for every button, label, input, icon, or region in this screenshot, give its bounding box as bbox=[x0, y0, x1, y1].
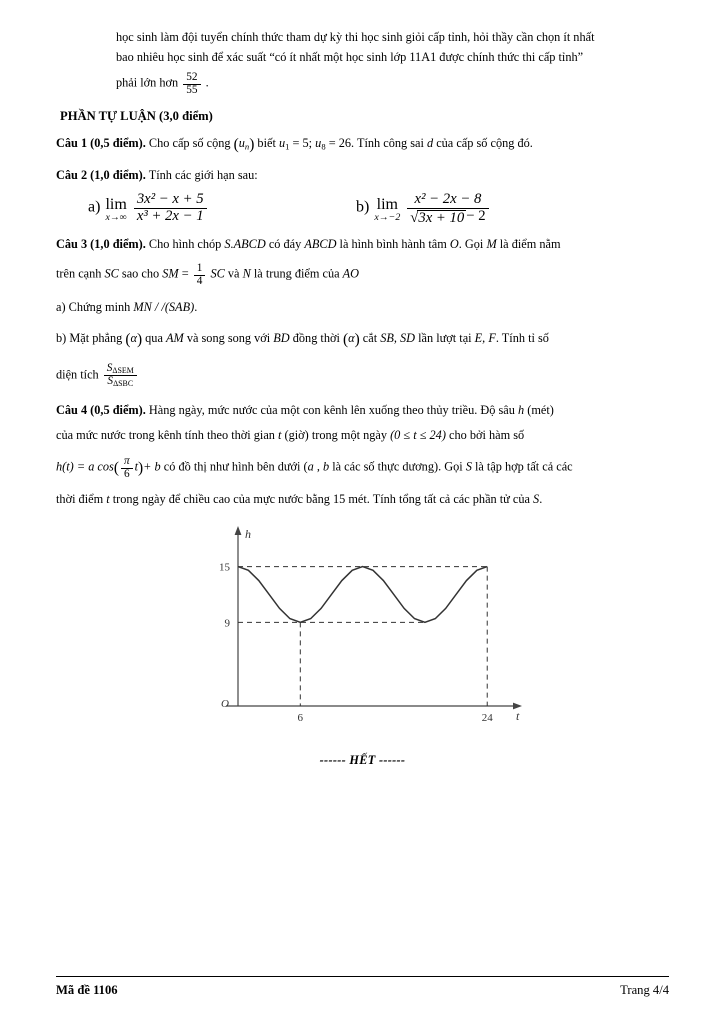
limit-b-approach: x→−2 bbox=[374, 211, 401, 223]
limit-a-numerator: 3x² − x + 5 bbox=[136, 191, 204, 208]
q4-l3-text: có đồ thị như hình bên dưới ( bbox=[163, 460, 308, 475]
fraction-denominator: 55 bbox=[183, 84, 200, 97]
q3b-alpha-2: α bbox=[348, 330, 355, 345]
q3b-t3: và song song với bbox=[186, 330, 271, 345]
q4-six: 6 bbox=[121, 468, 133, 481]
q3-ratio-fraction bbox=[194, 263, 206, 288]
probability-fraction bbox=[183, 72, 200, 97]
question-2 bbox=[56, 166, 669, 186]
common-difference-symbol: d bbox=[426, 135, 434, 150]
q3-l1-t1: Cho hình chóp bbox=[148, 237, 222, 252]
q4-time-symbol: t bbox=[278, 428, 282, 443]
chart-guides bbox=[238, 566, 487, 705]
q3b-marker: b) bbox=[56, 330, 67, 345]
u1-symbol: u bbox=[278, 135, 286, 150]
ytick-9: 9 bbox=[224, 617, 230, 630]
q4-l2-a: của mức nước trong kênh tính theo thời gian bbox=[56, 428, 275, 443]
q3b-bd: BD bbox=[273, 330, 290, 345]
paren-close: ) bbox=[249, 135, 255, 153]
continued-line-3-prefix: phải lớn hơn bbox=[116, 75, 179, 90]
limit-a-denominator: x³ + 2x − 1 bbox=[134, 208, 207, 224]
question-1 bbox=[56, 133, 669, 158]
q3-l2-t3: và bbox=[227, 266, 240, 281]
q4-l2-c: cho bởi hàm số bbox=[449, 428, 525, 443]
question-4-formula-line bbox=[56, 456, 669, 481]
q3b-t8: diện tích bbox=[56, 366, 99, 381]
question-1-label: Câu 1 (0,5 điểm). bbox=[56, 135, 146, 150]
page-footer bbox=[56, 976, 669, 998]
section-title: PHẦN TỰ LUẬN (3,0 điểm) bbox=[60, 108, 213, 123]
question-1-text-a: Cho cấp số cộng bbox=[148, 135, 231, 150]
q4-l2-b: (giờ) trong một ngày bbox=[284, 428, 387, 443]
sequence-symbol: u bbox=[238, 135, 245, 150]
limit-a-marker: a) bbox=[88, 198, 101, 216]
q4-l4-S: S bbox=[533, 491, 540, 506]
q4-function: h(t) = a cos bbox=[56, 460, 114, 475]
u8-symbol: u bbox=[315, 135, 322, 150]
paren-open: ( bbox=[233, 135, 239, 153]
q4-depth-symbol: h bbox=[518, 402, 525, 417]
sequence-index: n bbox=[244, 141, 250, 152]
q3-l2-t1: trên cạnh bbox=[56, 266, 102, 281]
question-3-part-b bbox=[56, 328, 669, 353]
q3a-math: MN / /(SAB) bbox=[133, 299, 195, 314]
q4-pi-over-6 bbox=[121, 456, 133, 481]
area-num-symbol: S bbox=[106, 361, 113, 374]
u1-value: = 5; bbox=[292, 135, 313, 150]
q4-paren-close: ) bbox=[138, 459, 144, 477]
x-axis-label: t bbox=[515, 708, 519, 723]
q3-l1-t4: . Gọi bbox=[458, 237, 484, 252]
q3-ratio-denominator: 4 bbox=[194, 275, 206, 288]
tide-graph-svg bbox=[198, 524, 528, 739]
square-root-icon: √3x + 10 bbox=[410, 209, 465, 226]
question-4-line-4 bbox=[56, 490, 669, 510]
q3-l1-t2: có đáy bbox=[268, 237, 302, 252]
question-1-text-d: của cấp số cộng đó. bbox=[436, 135, 533, 150]
tide-graph bbox=[56, 524, 669, 739]
fraction-numerator: 52 bbox=[186, 70, 198, 83]
q4-paren-open: ( bbox=[113, 459, 119, 477]
question-2-label: Câu 2 (1,0 điểm). bbox=[56, 168, 146, 183]
chart-tick-labels bbox=[219, 561, 493, 723]
limit-b-denominator bbox=[407, 208, 488, 226]
q4-set-symbol: S bbox=[465, 460, 472, 475]
q3a-text: Chứng minh bbox=[68, 299, 131, 314]
q3b-am: AM bbox=[165, 330, 184, 345]
end-marker: ------ HẾT ------ bbox=[319, 752, 406, 767]
q3-point-n: N bbox=[242, 266, 251, 281]
u8-index: 8 bbox=[321, 141, 326, 152]
q3-l2-t2: sao cho bbox=[121, 266, 160, 281]
continued-line-3-suffix: . bbox=[205, 75, 209, 90]
q3b-t7: . Tính tỉ số bbox=[495, 330, 549, 345]
limit-a bbox=[56, 192, 356, 226]
ytick-15: 15 bbox=[218, 561, 230, 574]
limit-b-marker: b) bbox=[356, 198, 370, 216]
question-2-limits bbox=[56, 192, 669, 226]
q3b-e-f: E, F bbox=[474, 330, 496, 345]
q3-edge-sc: SC bbox=[104, 266, 119, 281]
tide-curve bbox=[238, 566, 487, 622]
limit-a-approach: x→∞ bbox=[105, 211, 127, 223]
q3-l2-t4: là trung điểm của bbox=[253, 266, 340, 281]
q3-pyramid: S.ABCD bbox=[224, 237, 266, 252]
q3-segment-ao: AO bbox=[342, 266, 360, 281]
question-3-line-2: trên cạnh SC sao cho SM = $\frac{1}{4}$ SC và N là trung điểm của AO bbox=[56, 261, 360, 287]
question-4 bbox=[56, 401, 669, 421]
q3b-paren-open-1: ( bbox=[125, 330, 131, 348]
area-ratio-fraction bbox=[104, 363, 137, 389]
q4-l3-text3: là tập hợp tất cả các bbox=[474, 460, 573, 475]
exam-code: Mã đề 1106 bbox=[56, 983, 118, 997]
limit-b-numerator: x² − 2x − 8 bbox=[414, 191, 482, 208]
q3b-sb-sd: SB, SD bbox=[380, 330, 416, 345]
q4-params: a , b bbox=[307, 460, 330, 475]
q4-plus-b: + b bbox=[143, 460, 161, 475]
q4-time-range: (0 ≤ t ≤ 24) bbox=[390, 428, 446, 443]
chart-axes bbox=[226, 526, 522, 709]
limit-b-denominator-tail: − 2 bbox=[466, 207, 486, 224]
q4-l3-text2: là các số thực dương). Gọi bbox=[332, 460, 463, 475]
question-3-label: Câu 3 (1,0 điểm). bbox=[56, 237, 146, 252]
limit-b bbox=[356, 192, 669, 226]
q3-point-m: M bbox=[486, 237, 497, 252]
q3b-t5: cắt bbox=[362, 330, 378, 345]
question-2-text: Tính các giới hạn sau: bbox=[148, 168, 258, 183]
question-4-label: Câu 4 (0,5 điểm). bbox=[56, 402, 146, 417]
question-4-line-2 bbox=[56, 426, 669, 446]
continued-line-3 bbox=[116, 72, 669, 97]
q3b-t2: qua bbox=[145, 330, 163, 345]
y-axis-label: h bbox=[244, 526, 251, 541]
question-3-part-a bbox=[56, 298, 669, 318]
q3b-t6: lần lượt tại bbox=[418, 330, 472, 345]
q3a-dot: . bbox=[194, 299, 198, 314]
area-ratio-denominator bbox=[104, 375, 137, 389]
q3-base: ABCD bbox=[304, 237, 337, 252]
q3b-t4: đồng thời bbox=[292, 330, 340, 345]
q3-sm: SM bbox=[162, 266, 179, 281]
q3-l1-t5: là điểm nằm bbox=[499, 237, 561, 252]
continued-line-1: học sinh làm đội tuyển chính thức tham dự kỳ thi học sinh giỏi cấp tỉnh, hỏi thầy cần chọn ít nhất bbox=[116, 30, 595, 44]
q3-ratio-numerator: 1 bbox=[196, 261, 203, 274]
xtick-24: 24 bbox=[481, 711, 493, 724]
u8-value: = 26 bbox=[328, 135, 352, 150]
area-den-subscript: ΔSBC bbox=[113, 379, 134, 389]
q3a-marker: a) bbox=[56, 299, 66, 314]
q4-t-var: t bbox=[134, 460, 139, 475]
q3b-alpha-1: α bbox=[130, 330, 137, 345]
origin-label: O bbox=[220, 697, 229, 710]
y-axis-arrow bbox=[234, 526, 241, 535]
question-1-text-b: biết bbox=[257, 135, 276, 150]
limit-a-operator bbox=[105, 197, 126, 223]
q4-l4-b: trong ngày để chiều cao của mực nước bằng 15 mét. Tính tổng tất cả các phần tử của bbox=[112, 491, 530, 506]
q3-sc: SC bbox=[210, 266, 225, 281]
continued-paragraph bbox=[116, 28, 669, 97]
xtick-6: 6 bbox=[297, 711, 303, 724]
limit-b-operator bbox=[374, 197, 400, 223]
area-den-symbol: S bbox=[107, 375, 114, 388]
q4-l4-a: thời điểm bbox=[56, 491, 104, 506]
q4-l1: Hàng ngày, mức nước của một con kênh lên xuống theo thủy triều. Độ sâu bbox=[148, 402, 515, 417]
u1-index: 1 bbox=[285, 141, 290, 152]
q4-pi: π bbox=[123, 455, 130, 468]
limit-b-lim: lim bbox=[376, 195, 398, 213]
q4-l4-dot: . bbox=[539, 491, 543, 506]
continued-line-2: bao nhiêu học sinh để xác suất “có ít nhất một học sinh lớp 11A1 được chính thức thi cấp tỉnh” bbox=[116, 49, 584, 64]
limit-a-fraction bbox=[134, 192, 207, 224]
limit-a-lim: lim bbox=[105, 195, 127, 213]
q3b-paren-close-2: ) bbox=[354, 330, 360, 348]
q3-l1-t3: là hình bình hành tâm bbox=[339, 237, 447, 252]
page-number: Trang 4/4 bbox=[620, 983, 669, 997]
q4-l1-unit: (mét) bbox=[527, 402, 554, 417]
q3b-paren-close-1: ) bbox=[136, 330, 143, 348]
limit-b-fraction bbox=[407, 192, 488, 226]
q3b-t1: Mặt phẳng bbox=[69, 330, 123, 345]
question-3 bbox=[56, 235, 669, 255]
q4-l4-t: t bbox=[106, 491, 110, 506]
q3b-paren-open-2: ( bbox=[342, 330, 349, 348]
limit-b-radicand: 3x + 10 bbox=[418, 209, 465, 226]
question-1-text-c: . Tính công sai bbox=[351, 135, 424, 150]
area-num-subscript: ΔSEM bbox=[112, 365, 134, 375]
question-3-area-ratio bbox=[56, 363, 669, 389]
q3-center: O bbox=[449, 237, 459, 252]
area-ratio-numerator bbox=[104, 363, 137, 376]
